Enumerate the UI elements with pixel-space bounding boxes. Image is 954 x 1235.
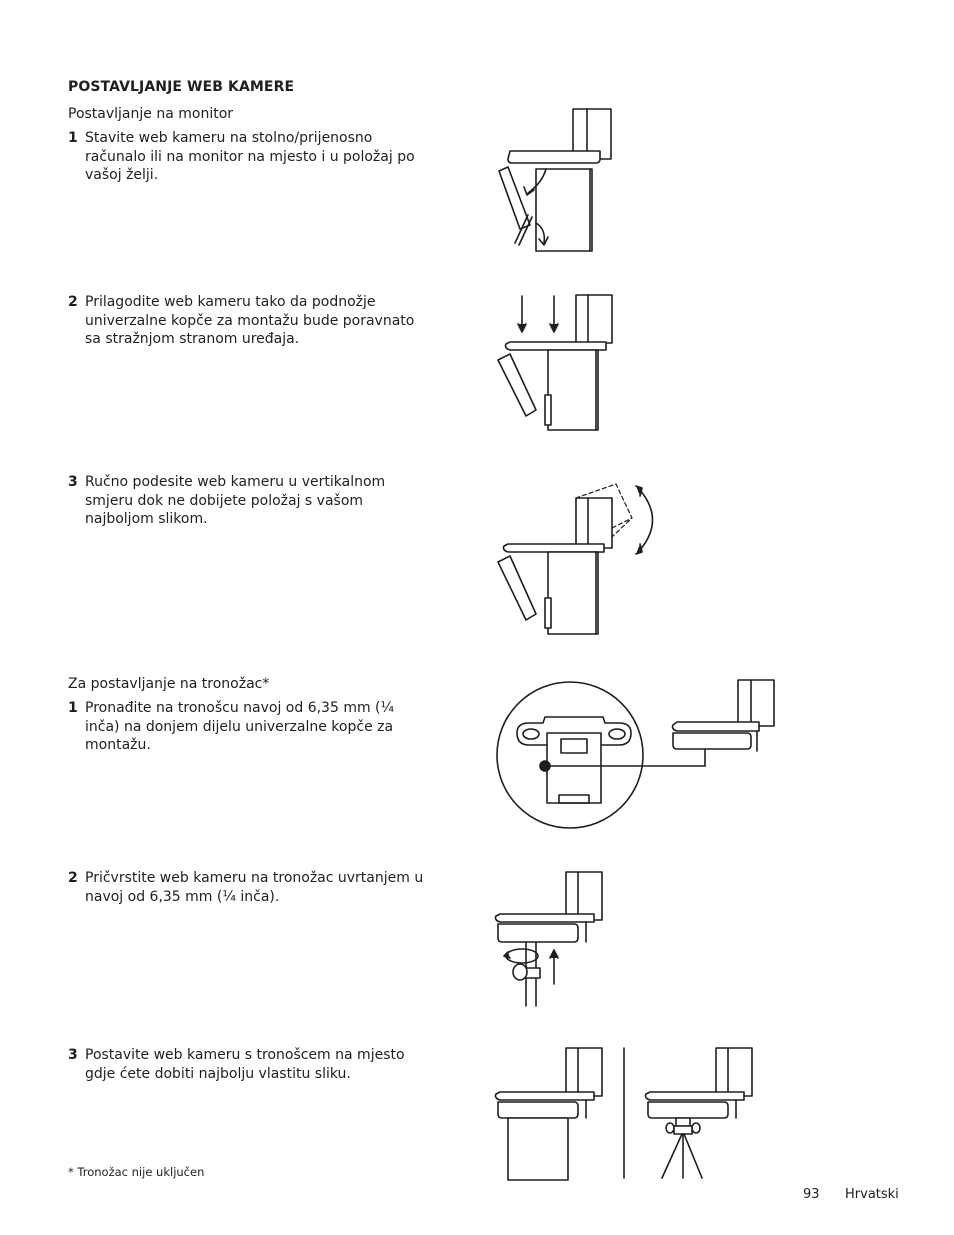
step-text: Pronađite na tronošcu navoj od 6,35 mm (¼ inča) na donjem dijelu univerzalne kopče za montažu.	[85, 700, 395, 753]
step-text: Prilagodite web kameru tako da podnožje univerzalne kopče za montažu bude poravnato sa stražnjom stranom uređaja.	[85, 294, 415, 347]
step-text: Postavite web kameru s tronošcem na mjesto gdje ćete dobiti najbolju vlastitu sliku.	[85, 1047, 405, 1082]
step-text: Ručno podesite web kameru u vertikalnom smjeru dok ne dobijete položaj s vašom najboljom slikom.	[85, 474, 386, 527]
step-number: 2	[68, 870, 78, 886]
page-number: 93	[803, 1187, 820, 1202]
illustration-clip-alignment	[490, 290, 620, 435]
illustration-tripod-thread	[495, 675, 785, 835]
monitor-step-1	[68, 129, 428, 185]
step-number: 2	[68, 294, 78, 310]
monitor-step-3	[68, 473, 428, 529]
step-number: 3	[68, 474, 78, 490]
language-label: Hrvatski	[845, 1187, 899, 1202]
step-number: 1	[68, 130, 78, 146]
step-text: Pričvrstite web kameru na tronožac uvrtanjem u navoj od 6,35 mm (¼ inča).	[85, 870, 424, 905]
illustration-tripod-attach	[490, 868, 620, 1008]
illustration-tilt-adjust	[490, 478, 670, 638]
tripod-step-1	[68, 699, 428, 755]
step-number: 1	[68, 700, 78, 716]
monitor-step-2	[68, 293, 428, 349]
tripod-setup-subtitle: Za postavljanje na tronožac*	[68, 676, 270, 692]
monitor-setup-subtitle: Postavljanje na monitor	[68, 106, 234, 122]
step-text: Stavite web kameru na stolno/prijenosno računalo ili na monitor na mjesto i u položaj po vašoj želji.	[85, 130, 415, 183]
illustration-monitor-mount	[490, 105, 620, 255]
page-title: POSTAVLJANJE WEB KAMERE	[68, 79, 295, 95]
footnote: * Tronožac nije uključen	[68, 1165, 205, 1179]
illustration-tripod-placement	[490, 1042, 760, 1182]
step-number: 3	[68, 1047, 78, 1063]
tripod-step-3	[68, 1046, 428, 1083]
tripod-step-2	[68, 869, 428, 906]
